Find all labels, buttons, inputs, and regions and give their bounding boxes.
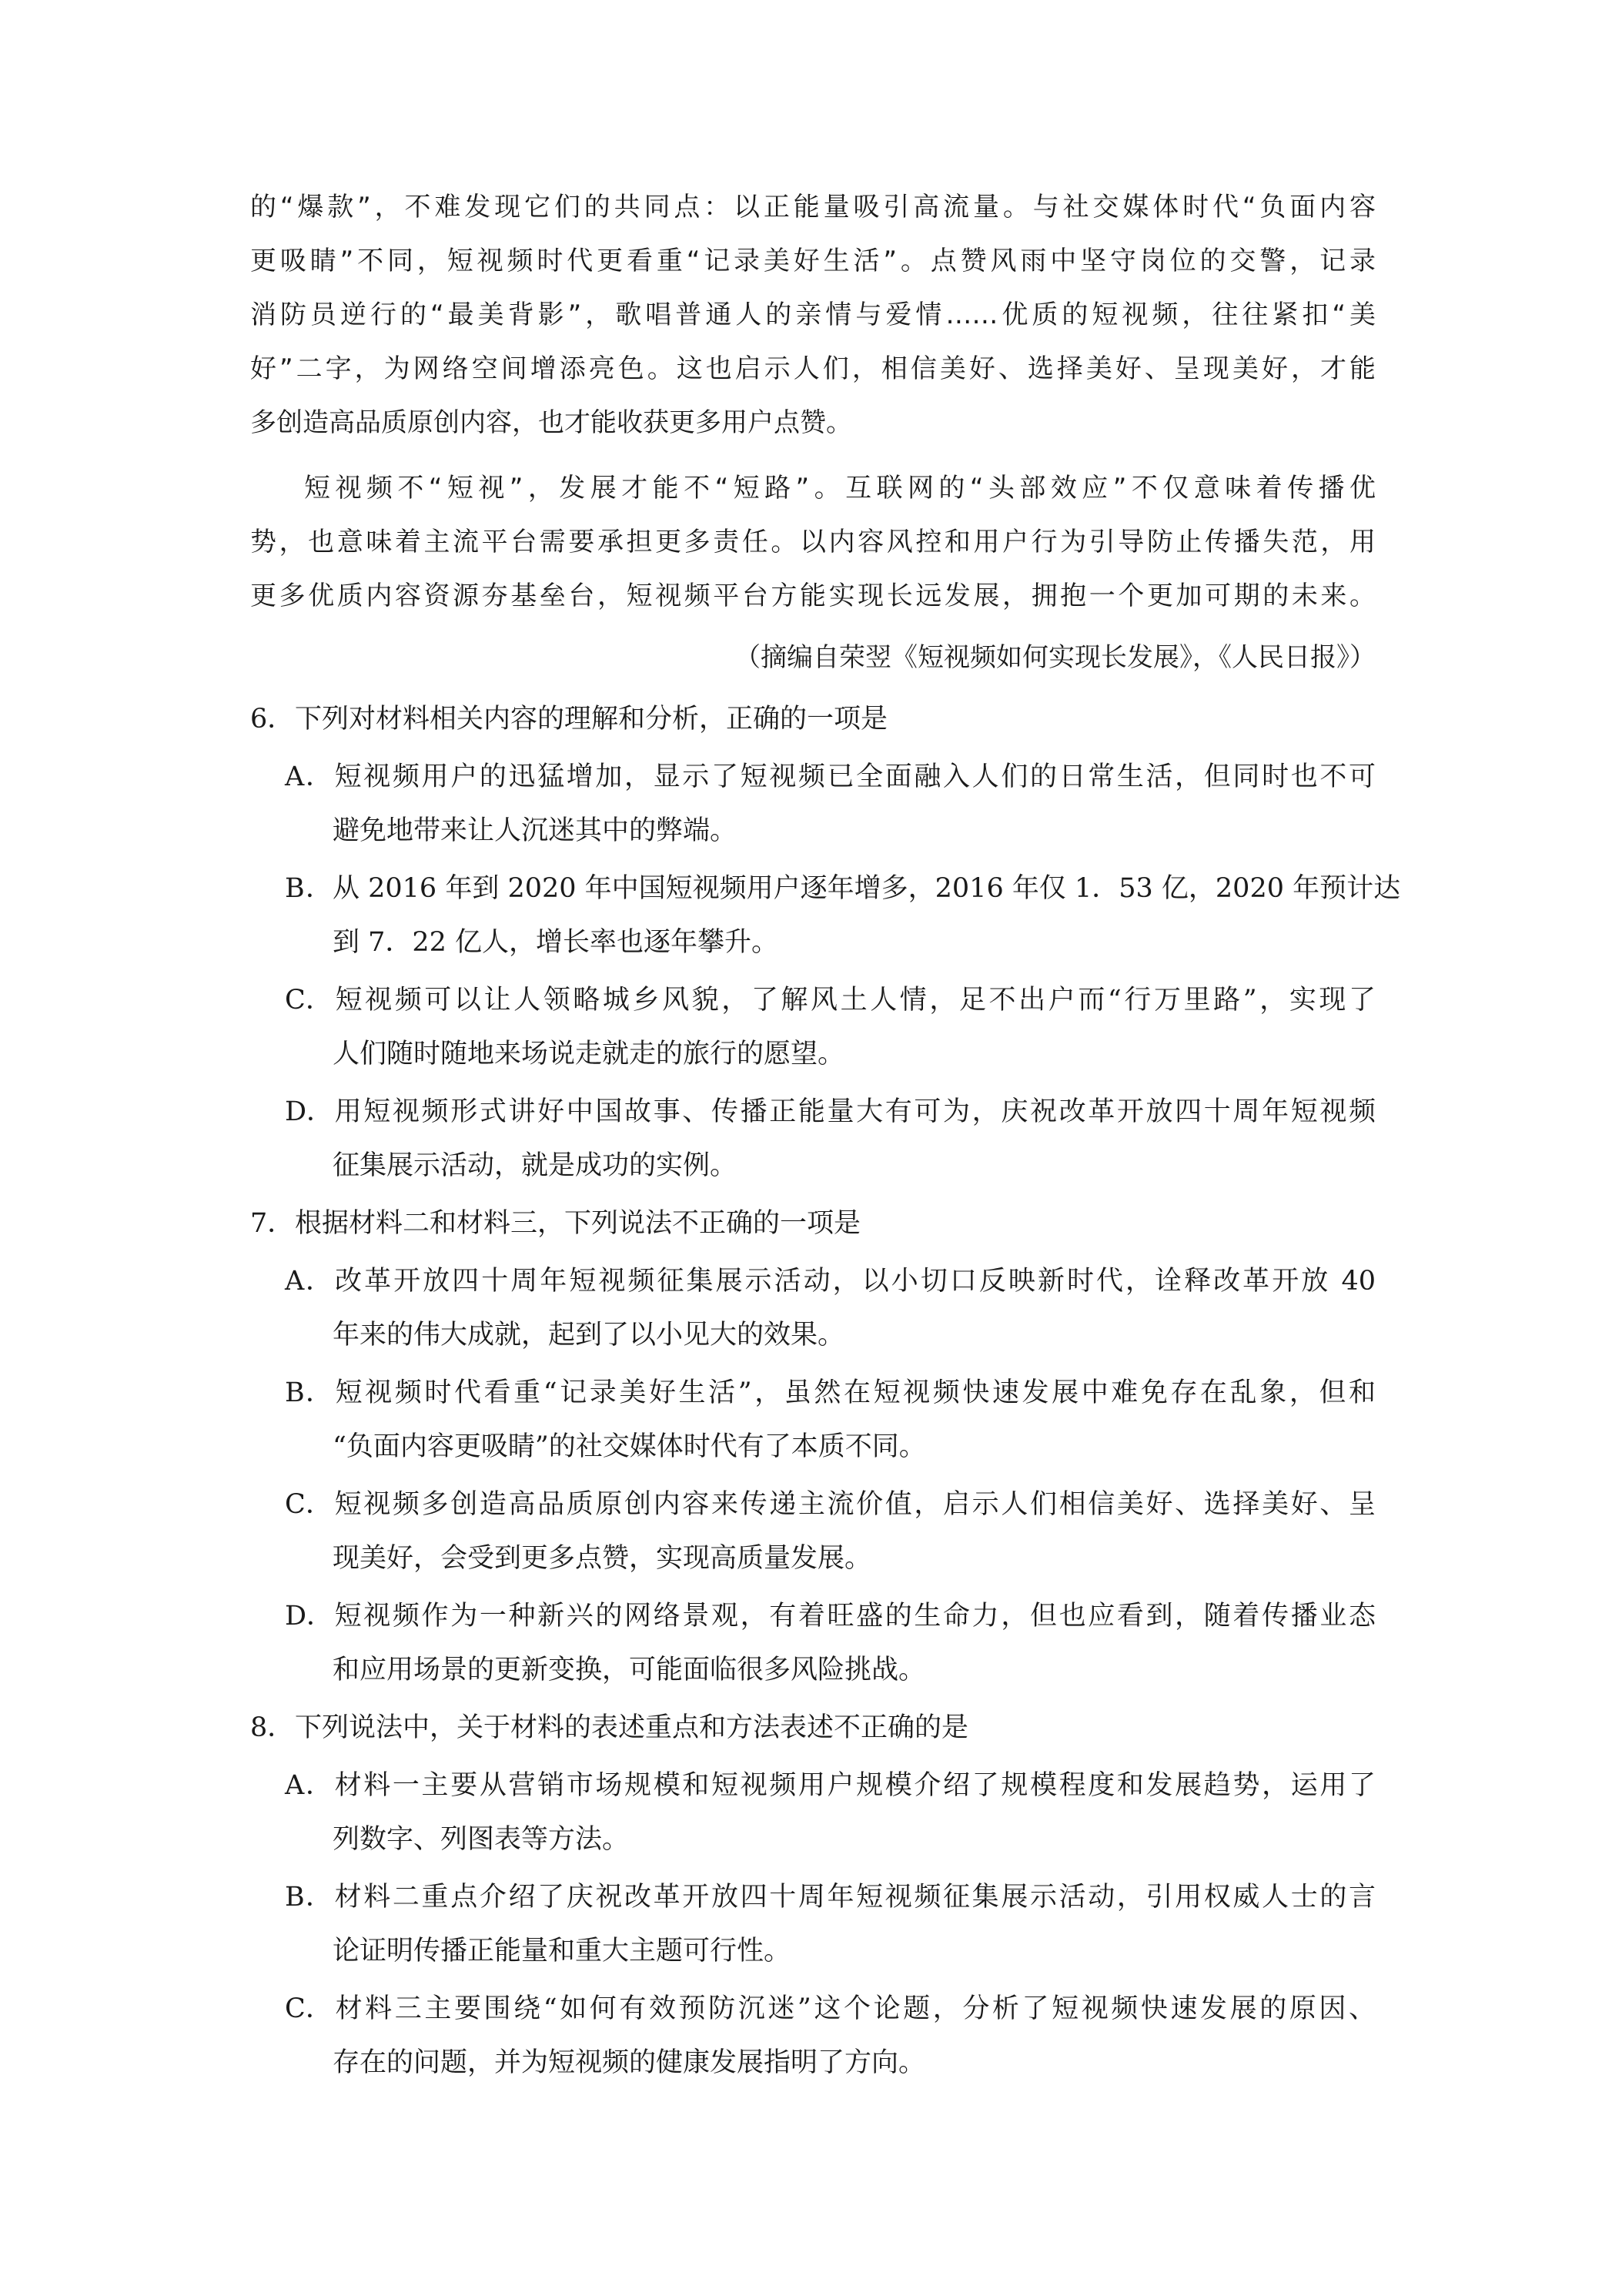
option-text: 材料三主要围绕“如何有效预防沉迷”这个论题，分析了短视频快速发展的原因、 [333,1993,1376,2024]
option-text: 从 2016 年到 2020 年中国短视频用户逐年增多，2016 年仅 1．53 亿，2020 年预计达 [333,873,1401,904]
option-letter: A． [285,1266,333,1297]
option-text: 材料一主要从营销市场规模和短视频用户规模介绍了规模程度和发展趋势，运用了 [333,1770,1376,1801]
option-continuation: 到 7．22 亿人，增长率也逐年攀升。 [333,927,779,958]
question-7-option-c [285,1485,1376,1524]
option-continuation: 人们随时随地来场说走就走的旅行的愿望。 [333,1039,845,1069]
option-letter: D． [285,1096,334,1127]
option-letter: B． [285,1377,333,1408]
question-6-option-c [285,981,1376,1019]
option-text: 短视频用户的迅猛增加，显示了短视频已全面融入人们的日常生活，但同时也不可 [333,761,1376,792]
option-text: 材料二重点介绍了庆祝改革开放四十周年短视频征集展示活动，引用权威人士的言 [333,1882,1376,1913]
source-citation: （摘编自荣翌《短视频如何实现长发展》，《人民日报》） [734,642,1376,673]
option-letter: B． [285,873,333,904]
passage-line: 的“爆款”，不难发现它们的共同点：以正能量吸引高流量。与社交媒体时代“负面内容 [250,192,1376,223]
option-letter: A． [285,761,333,792]
passage-line: 更多优质内容资源夯基垒台，短视频平台方能实现长远发展，拥抱一个更加可期的未来。 [250,581,1376,611]
question-8-option-b [285,1878,1376,1916]
option-text: 短视频可以让人领略城乡风貌，了解风土人情，足不出户而“行万里路”，实现了 [333,985,1376,1016]
option-continuation: 存在的问题，并为短视频的健康发展指明了方向。 [333,2047,926,2078]
option-letter: C． [285,1489,333,1520]
question-6-stem [250,700,1376,738]
option-continuation: 论证明传播正能量和重大主题可行性。 [333,1936,791,1966]
option-letter: C． [285,985,333,1016]
passage-line: 消防员逆行的“最美背影”，歌唱普通人的亲情与爱情……优质的短视频，往往紧扣“美 [250,300,1376,330]
question-7-stem [250,1204,1376,1243]
passage-line: 多创造高品质原创内容，也才能收获更多用户点赞。 [250,407,852,438]
option-continuation: “负面内容更吸睛”的社交媒体时代有了本质不同。 [333,1431,926,1462]
option-continuation: 年来的伟大成就，起到了以小见大的效果。 [333,1320,845,1350]
option-text: 短视频时代看重“记录美好生活”，虽然在短视频快速发展中难免存在乱象，但和 [333,1377,1376,1408]
option-text: 用短视频形式讲好中国故事、传播正能量大有可为，庆祝改革开放四十周年短视频 [333,1096,1376,1127]
question-text: 根据材料二和材料三，下列说法不正确的一项是 [295,1208,861,1239]
option-continuation: 和应用场景的更新变换，可能面临很多风险挑战。 [333,1655,926,1685]
passage-line: 短视频不“短视”，发展才能不“短路”。互联网的“头部效应”不仅意味着传播优 [304,473,1376,504]
question-number: 6． [250,704,295,735]
option-letter: B． [285,1882,333,1913]
option-text: 改革开放四十周年短视频征集展示活动，以小切口反映新时代，诠释改革开放 40 [333,1266,1376,1297]
question-8-option-a [285,1766,1376,1805]
option-continuation: 现美好，会受到更多点赞，实现高质量发展。 [333,1543,872,1574]
question-7-option-a [285,1262,1376,1300]
option-continuation: 避免地带来让人沉迷其中的弊端。 [333,815,737,846]
passage-line: 好”二字，为网络空间增添亮色。这也启示人们，相信美好、选择美好、呈现美好，才能 [250,353,1376,384]
question-text: 下列说法中，关于材料的表述重点和方法表述不正确的是 [295,1712,969,1743]
question-8-stem [250,1709,1376,1747]
question-8-option-c [285,1990,1376,2028]
question-6-option-d [285,1093,1376,1131]
option-text: 短视频多创造高品质原创内容来传递主流价值，启示人们相信美好、选择美好、呈 [333,1489,1376,1520]
option-letter: D． [285,1601,334,1632]
option-text: 短视频作为一种新兴的网络景观，有着旺盛的生命力，但也应看到，随着传播业态 [333,1601,1376,1632]
question-7-option-d [285,1597,1376,1635]
question-text: 下列对材料相关内容的理解和分析，正确的一项是 [295,704,888,735]
question-6-option-b [285,869,1401,908]
question-number: 7． [250,1208,295,1239]
question-number: 8． [250,1712,295,1743]
question-7-option-b [285,1374,1376,1412]
passage-line: 更吸睛”不同，短视频时代更看重“记录美好生活”。点赞风雨中坚守岗位的交警，记录 [250,246,1376,276]
option-letter: C． [285,1993,333,2024]
option-continuation: 列数字、列图表等方法。 [333,1824,630,1855]
option-continuation: 征集展示活动，就是成功的实例。 [333,1150,737,1181]
option-letter: A． [285,1770,333,1801]
passage-line: 势，也意味着主流平台需要承担更多责任。以内容风控和用户行为引导防止传播失范，用 [250,527,1376,557]
question-6-option-a [285,758,1376,796]
